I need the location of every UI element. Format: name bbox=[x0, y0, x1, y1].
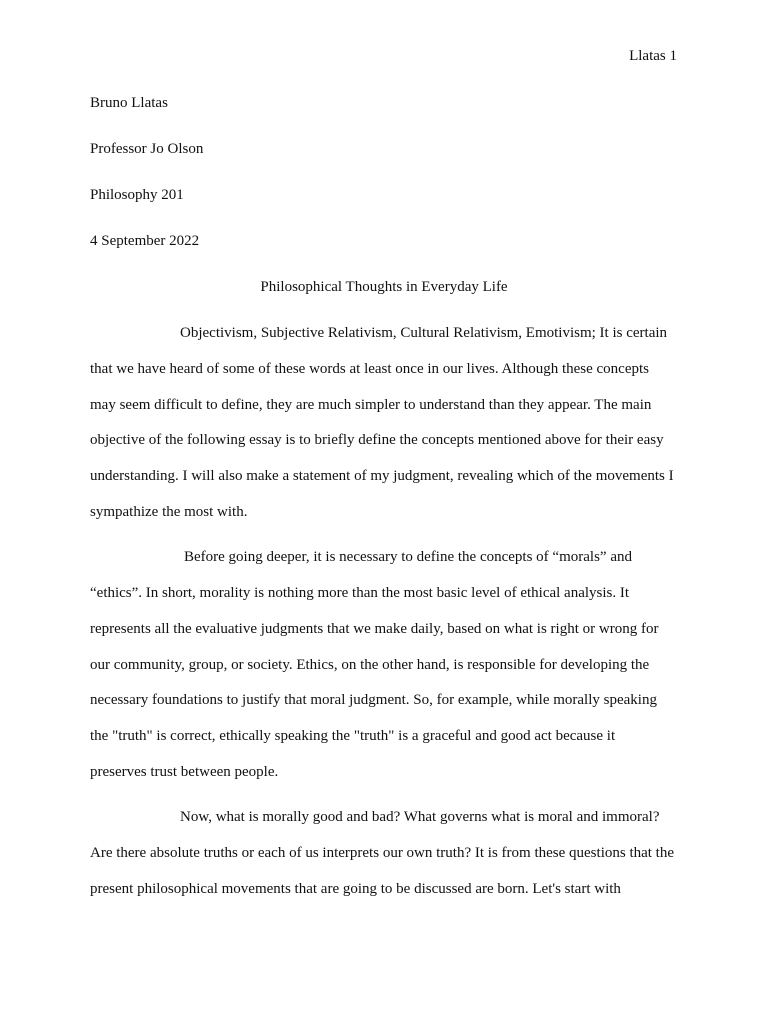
paragraph-line: our community, group, or society. Ethics, on the other hand, is responsible for developing the bbox=[90, 657, 650, 673]
paragraph-line: represents all the evaluative judgments that we make daily, based on what is right or wrong for bbox=[90, 621, 659, 637]
paragraph-line: Now, what is morally good and bad? What governs what is moral and immoral? bbox=[180, 809, 660, 825]
running-head: Llatas 1 bbox=[629, 48, 677, 64]
paragraph-line: Before going deeper, it is necessary to define the concepts of “morals” and bbox=[184, 549, 632, 565]
instructor-name: Professor Jo Olson bbox=[90, 141, 204, 157]
paragraph-line: Are there absolute truths or each of us interprets our own truth? It is from these questions that the bbox=[90, 845, 675, 861]
paragraph-line: “ethics”. In short, morality is nothing more than the most basic level of ethical analysis. It bbox=[90, 585, 630, 601]
paragraph-line: may seem difficult to define, they are much simpler to understand than they appear. The main bbox=[90, 397, 652, 413]
paragraph-line: that we have heard of some of these words at least once in our lives. Although these concepts bbox=[90, 361, 650, 377]
paragraph-line: necessary foundations to justify that moral judgment. So, for example, while morally speaking bbox=[90, 692, 657, 708]
paragraph-line: understanding. I will also make a statement of my judgment, revealing which of the movements I bbox=[90, 468, 674, 484]
paragraph-line: the "truth" is correct, ethically speaking the "truth" is a graceful and good act because it bbox=[90, 728, 616, 744]
paragraph-line: Objectivism, Subjective Relativism, Cultural Relativism, Emotivism; It is certain bbox=[180, 325, 668, 341]
paragraph-line: objective of the following essay is to briefly define the concepts mentioned above for their easy bbox=[90, 432, 664, 448]
essay-title: Philosophical Thoughts in Everyday Life bbox=[260, 279, 508, 295]
paragraph-line: present philosophical movements that are going to be discussed are born. Let's start with bbox=[90, 881, 621, 897]
paragraph-line: sympathize the most with. bbox=[90, 504, 248, 520]
course-name: Philosophy 201 bbox=[90, 187, 184, 203]
essay-date: 4 September 2022 bbox=[90, 233, 200, 249]
author-name: Bruno Llatas bbox=[90, 95, 168, 111]
paragraph-line: preserves trust between people. bbox=[90, 764, 279, 780]
